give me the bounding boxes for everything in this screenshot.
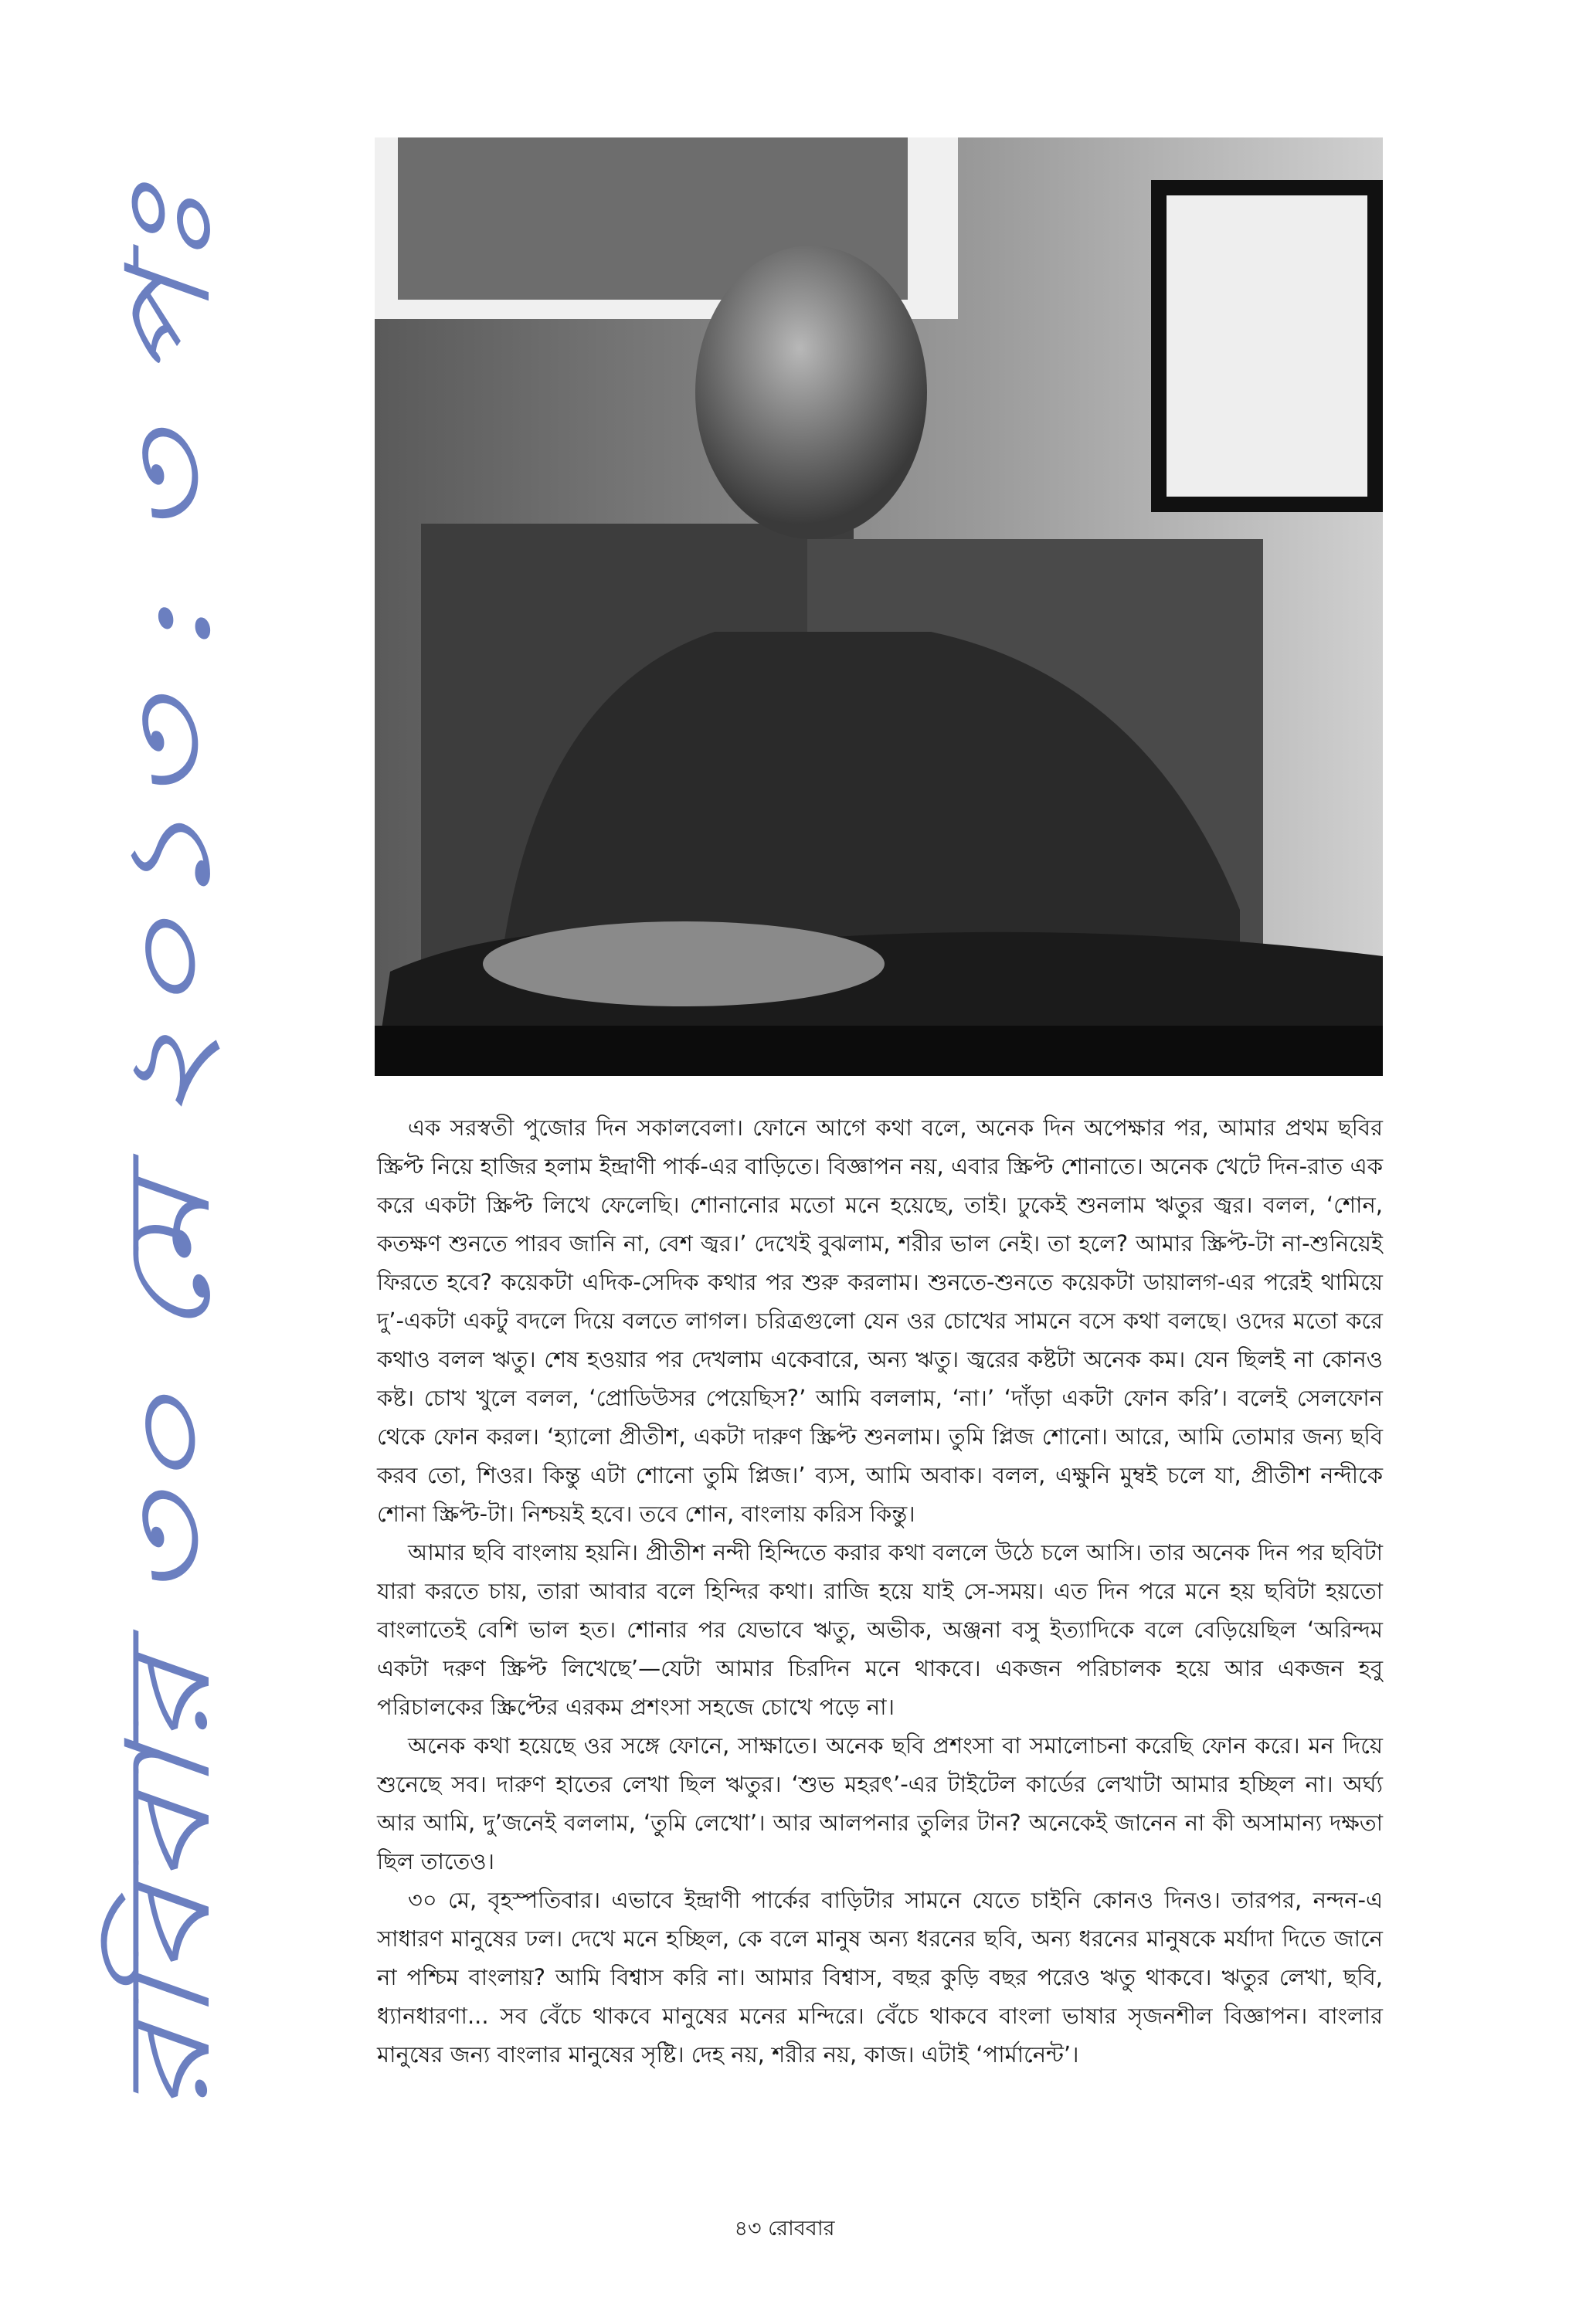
handwritten-margin-note [100, 139, 247, 2147]
handwritten-note-text: রবিবার ৩০ মে ২০১৩ : ৩ পঃ [102, 754, 236, 2116]
article-body [377, 1108, 1383, 2074]
portrait-photo [375, 137, 1383, 1076]
page-number-label: ৪৩ রোববার [734, 2217, 835, 2241]
article-paragraph: অনেক কথা হয়েছে ওর সঙ্গে ফোনে, সাক্ষাতে। অনেক ছবি প্রশংসা বা সমালোচনা করেছি ফোন করে। মন দিয়ে শুনেছে সব। দারুণ হাতের লেখা ছিল ঋতুর। ‘শুভ মহরৎ’-এর টাইটেল কার্ডের লেখাটা আমার হচ্ছিল না। অর্ঘ্য আর আমি, দু’জনেই বললাম, ‘তুমি লেখো’। আর আলপনার তুলির টান? অনেকেই জানেন না কী অসামান্য দক্ষতা ছিল তাতেও। [377, 1732, 1383, 1874]
page-footer [0, 2213, 1569, 2248]
article-paragraph: আমার ছবি বাংলায় হয়নি। প্রীতীশ নন্দী হিন্দিতে করার কথা বললে উঠে চলে আসি। তার অনেক দিন পর ছবিটা যারা করতে চায়, তারা আবার বলে হিন্দির কথা। রাজি হয়ে যাই সে-সময়। এত দিন পরে মনে হয় ছবিটা হয়তো বাংলাতেই বেশি ভাল হত। শোনার পর যেভাবে ঋতু, অভীক, অঞ্জনা বসু ইত্যাদিকে বলে বেড়িয়েছিল ‘অরিন্দম একটা দরুণ স্ক্রিপ্ট লিখেছে’—যেটা আমার চিরদিন মনে থাকবে। একজন পরিচালক হয়ে আর একজন হবু পরিচালকের স্ক্রিপ্টের এরকম প্রশংসা সহজে চোখে পড়ে না। [377, 1539, 1383, 1720]
article-paragraph: এক সরস্বতী পুজোর দিন সকালবেলা। ফোনে আগে কথা বলে, অনেক দিন অপেক্ষার পর, আমার প্রথম ছবির স্ক্রিপ্ট নিয়ে হাজির হলাম ইন্দ্রাণী পার্ক-এর বাড়িতে। বিজ্ঞাপন নয়, এবার স্ক্রিপ্ট শোনাতে। অনেক খেটে দিন-রাত এক করে একটা স্ক্রিপ্ট লিখে ফেলেছি। শোনানোর মতো মনে হয়েছে, তাই। ঢুকেই শুনলাম ঋতুর জ্বর। বলল, ‘শোন, কতক্ষণ শুনতে পারব জানি না, বেশ জ্বর।’ দেখেই বুঝলাম, শরীর ভাল নেই। তা হলে? আমার স্ক্রিপ্ট-টা না-শুনিয়েই ফিরতে হবে? কয়েকটা এদিক-সেদিক কথার পর শুরু করলাম। শুনতে-শুনতে কয়েকটা ডায়ালগ-এর পরেই থামিয়ে দু’-একটা একটু বদলে দিয়ে বলতে লাগল। চরিত্রগুলো যেন ওর চোখের সামনে বসে কথা বলছে। ওদের মতো করে কথাও বলল ঋতু। শেষ হওয়ার পর দেখলাম একেবারে, অন্য ঋতু। জ্বরের কষ্টটা অনেক কম। যেন ছিলই না কোনও কষ্ট। চোখ খুলে বলল, ‘প্রোডিউসর পেয়েছিস?’ আমি বললাম, ‘না।’ ‘দাঁড়া একটা ফোন করি’। বলেই সেলফোন থেকে ফোন করল। ‘হ্যালো প্রীতীশ, একটা দারুণ স্ক্রিপ্ট শুনলাম। তুমি প্লিজ শোনো। আরে, আমি তোমার জন্য ছবি করব তো, শিওর। কিন্তু এটা শোনো তুমি প্লিজ।’ ব্যস, আমি অবাক। বলল, এক্ষুনি মুম্বই চলে যা, প্রীতীশ নন্দীকে শোনা স্ক্রিপ্ট-টা। নিশ্চয়ই হবে। তবে শোন, বাংলায় করিস কিন্তু। [377, 1115, 1383, 1527]
article-paragraph: ৩০ মে, বৃহস্পতিবার। এভাবে ইন্দ্রাণী পার্কের বাড়িটার সামনে যেতে চাইনি কোনও দিনও। তারপর, নন্দন-এ সাধারণ মানুষের ঢল। দেখে মনে হচ্ছিল, কে বলে মানুষ অন্য ধরনের ছবি, অন্য ধরনের মানুষকে মর্যাদা দিতে জানে না পশ্চিম বাংলায়? আমি বিশ্বাস করি না। আমার বিশ্বাস, বছর কুড়ি বছর পরেও ঋতু থাকবে। ঋতুর লেখা, ছবি, ধ্যানধারণা... সব বেঁচে থাকবে মানুষের মনের মন্দিরে। বেঁচে থাকবে বাংলা ভাষার সৃজনশীল বিজ্ঞাপন। বাংলার মানুষের জন্য বাংলার মানুষের সৃষ্টি। দেহ নয়, শরীর নয়, কাজ। এটাই ‘পার্মানেন্ট’। [377, 1887, 1383, 2068]
